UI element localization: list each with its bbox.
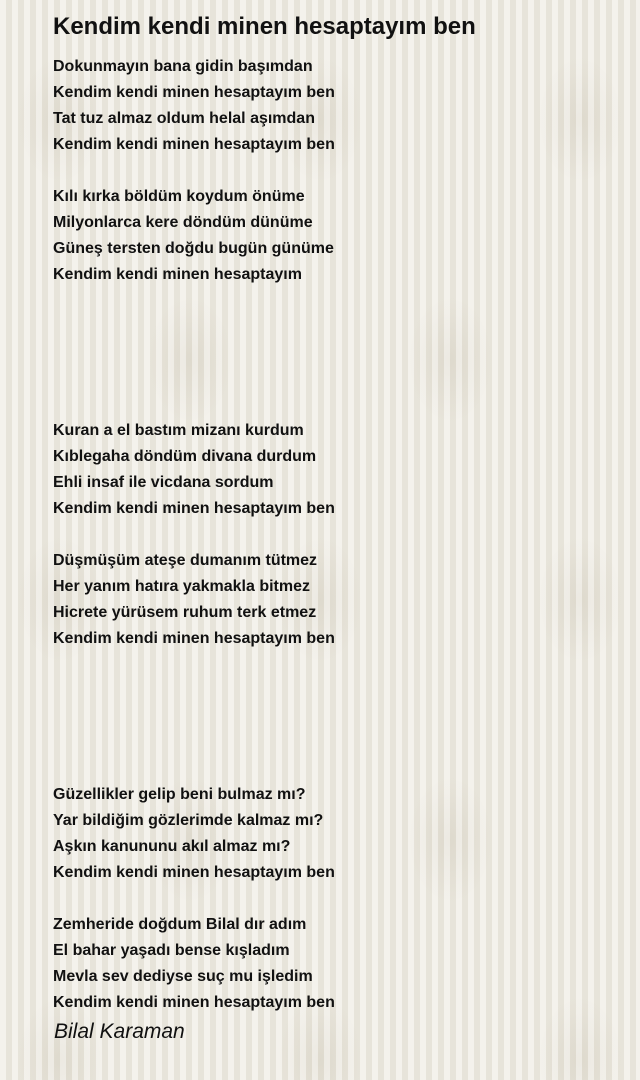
poem-body: [53, 54, 623, 1016]
poem-line: Aşkın kanununu akıl almaz mı?: [53, 838, 291, 855]
poem-line: Zemheride doğdum Bilal dır adım: [53, 916, 307, 933]
stanza-3: [53, 418, 623, 522]
poem-line: Hicrete yürüsem ruhum terk etmez: [53, 604, 317, 621]
poem-line: Yar bildiğim gözlerimde kalmaz mı?: [53, 812, 324, 829]
poem-line: Kılı kırka böldüm koydum önüme: [53, 188, 305, 205]
stanza-5: [53, 782, 623, 886]
section-spacer: [53, 288, 623, 418]
poem-line: Mevla sev dediyse suç mu işledim: [53, 968, 313, 985]
poem-line: Dokunmayın bana gidin başımdan: [53, 58, 313, 75]
stanza-4: [53, 548, 623, 652]
stanza-6: [53, 912, 623, 1016]
poem-line: Kendim kendi minen hesaptayım: [53, 266, 302, 283]
poem-title: Kendim kendi minen hesaptayım ben: [53, 13, 476, 40]
poem-container: [53, 12, 623, 1016]
poem-line: Ehli insaf ile vicdana sordum: [53, 474, 274, 491]
section-spacer: [53, 652, 623, 782]
poem-line: Milyonlarca kere döndüm dünüme: [53, 214, 313, 231]
poem-line: Kendim kendi minen hesaptayım ben: [53, 864, 335, 881]
stanza-1: [53, 54, 623, 158]
poem-line: Kuran a el bastım mizanı kurdum: [53, 422, 304, 439]
poem-line: Güneş tersten doğdu bugün günüme: [53, 240, 334, 257]
poem-line: Güzellikler gelip beni bulmaz mı?: [53, 786, 306, 803]
poem-line: Her yanım hatıra yakmakla bitmez: [53, 578, 311, 595]
poem-line: Kendim kendi minen hesaptayım ben: [53, 994, 335, 1011]
poem-line: Kendim kendi minen hesaptayım ben: [53, 84, 335, 101]
poem-line: Kendim kendi minen hesaptayım ben: [53, 136, 335, 153]
poem-author: Bilal Karaman: [54, 1020, 185, 1043]
poem-line: El bahar yaşadı bense kışladım: [53, 942, 290, 959]
poem-line: Kıblegaha döndüm divana durdum: [53, 448, 317, 465]
stanza-spacer: [53, 886, 623, 912]
poem-line: Kendim kendi minen hesaptayım ben: [53, 630, 335, 647]
poem-line: Düşmüşüm ateşe dumanım tütmez: [53, 552, 318, 569]
poem-line: Tat tuz almaz oldum helal aşımdan: [53, 110, 315, 127]
poem-line: Kendim kendi minen hesaptayım ben: [53, 500, 335, 517]
stanza-2: [53, 184, 623, 288]
stanza-spacer: [53, 522, 623, 548]
stanza-spacer: [53, 158, 623, 184]
